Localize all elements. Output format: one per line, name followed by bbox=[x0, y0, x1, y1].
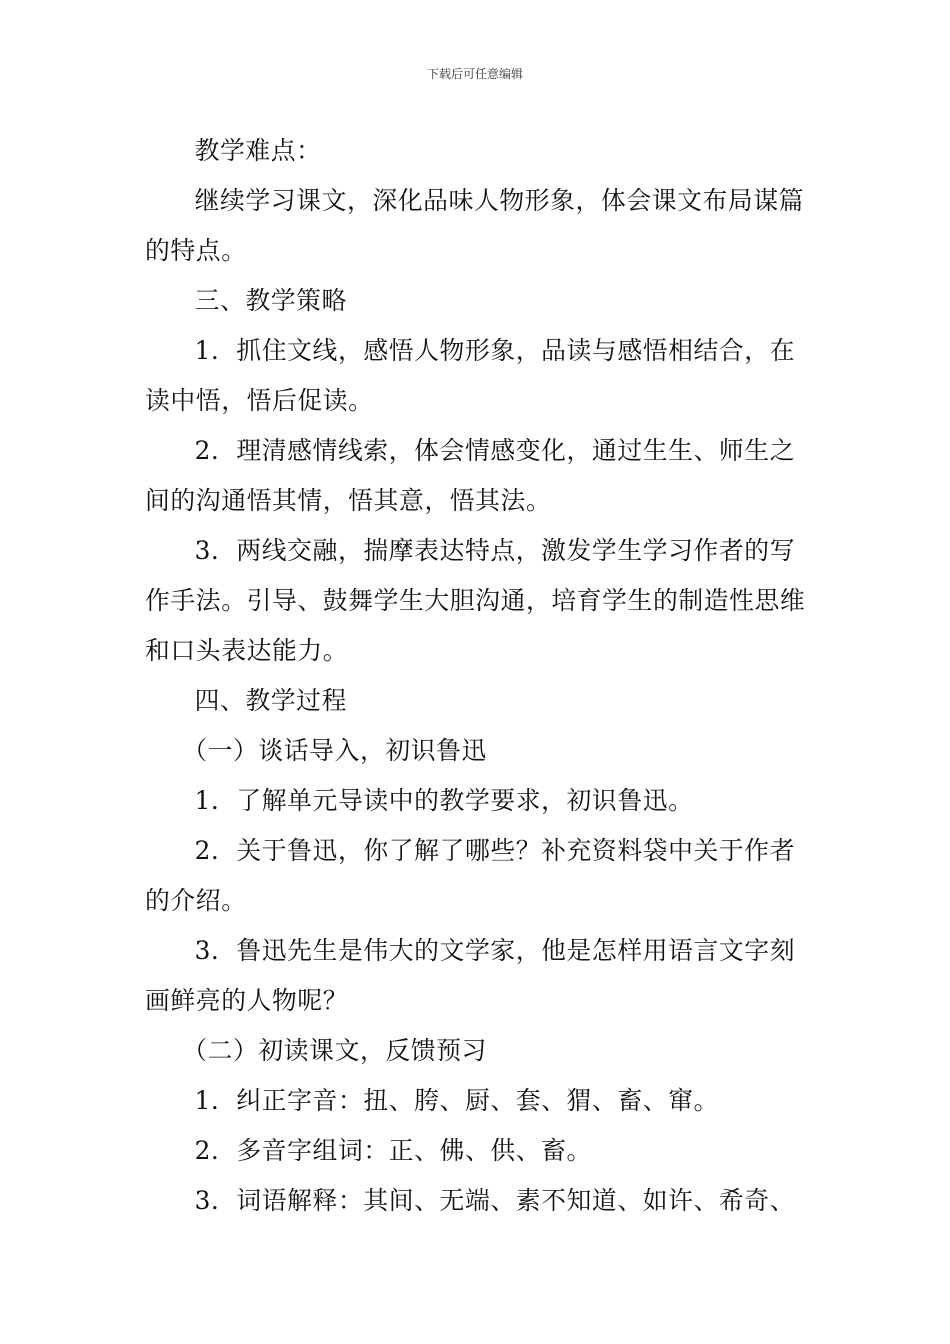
difficulty-body: 继续学习课文，深化品味人物形象，体会课文布局谋篇的特点。 bbox=[145, 186, 805, 265]
process-heading: 四、教学过程 bbox=[194, 686, 347, 715]
section-1-item-1: 1．了解单元导读中的教学要求，初识鲁迅。 bbox=[194, 786, 694, 815]
strategy-heading: 三、教学策略 bbox=[194, 286, 347, 315]
section-2-heading: （二）初读课文，反馈预习 bbox=[182, 1036, 487, 1065]
section-2-item-1: 1．纠正字音：扭、胯、厨、套、猬、畜、窜。 bbox=[194, 1086, 719, 1115]
section-1-item-3: 3．鲁迅先生是伟大的文学家，他是怎样用语言文字刻画鲜亮的人物呢？ bbox=[145, 936, 796, 1015]
page-header: 下载后可任意编辑 bbox=[426, 67, 523, 81]
difficulty-heading: 教学难点： bbox=[194, 136, 322, 165]
document-body bbox=[145, 126, 807, 1226]
section-1-item-2: 2．关于鲁迅，你了解了哪些？补充资料袋中关于作者的介绍。 bbox=[145, 836, 796, 915]
section-2-item-3: 3．词语解释：其间、无端、素不知道、如许、希奇、 bbox=[194, 1186, 796, 1215]
section-2-item-2: 2．多音字组词：正、佛、供、畜。 bbox=[194, 1136, 592, 1165]
strategy-item-2: 2．理清感情线索，体会情感变化，通过生生、师生之间的沟通悟其情，悟其意，悟其法。 bbox=[145, 436, 796, 515]
strategy-item-1: 1．抓住文线，感悟人物形象，品读与感悟相结合，在读中悟，悟后促读。 bbox=[145, 336, 796, 415]
section-1-heading: （一）谈话导入，初识鲁迅 bbox=[182, 736, 487, 765]
strategy-item-3: 3．两线交融，揣摩表达特点，激发学生学习作者的写作手法。引导、鼓舞学生大胆沟通，培育学生的制造性思维和口头表达能力。 bbox=[145, 536, 806, 665]
